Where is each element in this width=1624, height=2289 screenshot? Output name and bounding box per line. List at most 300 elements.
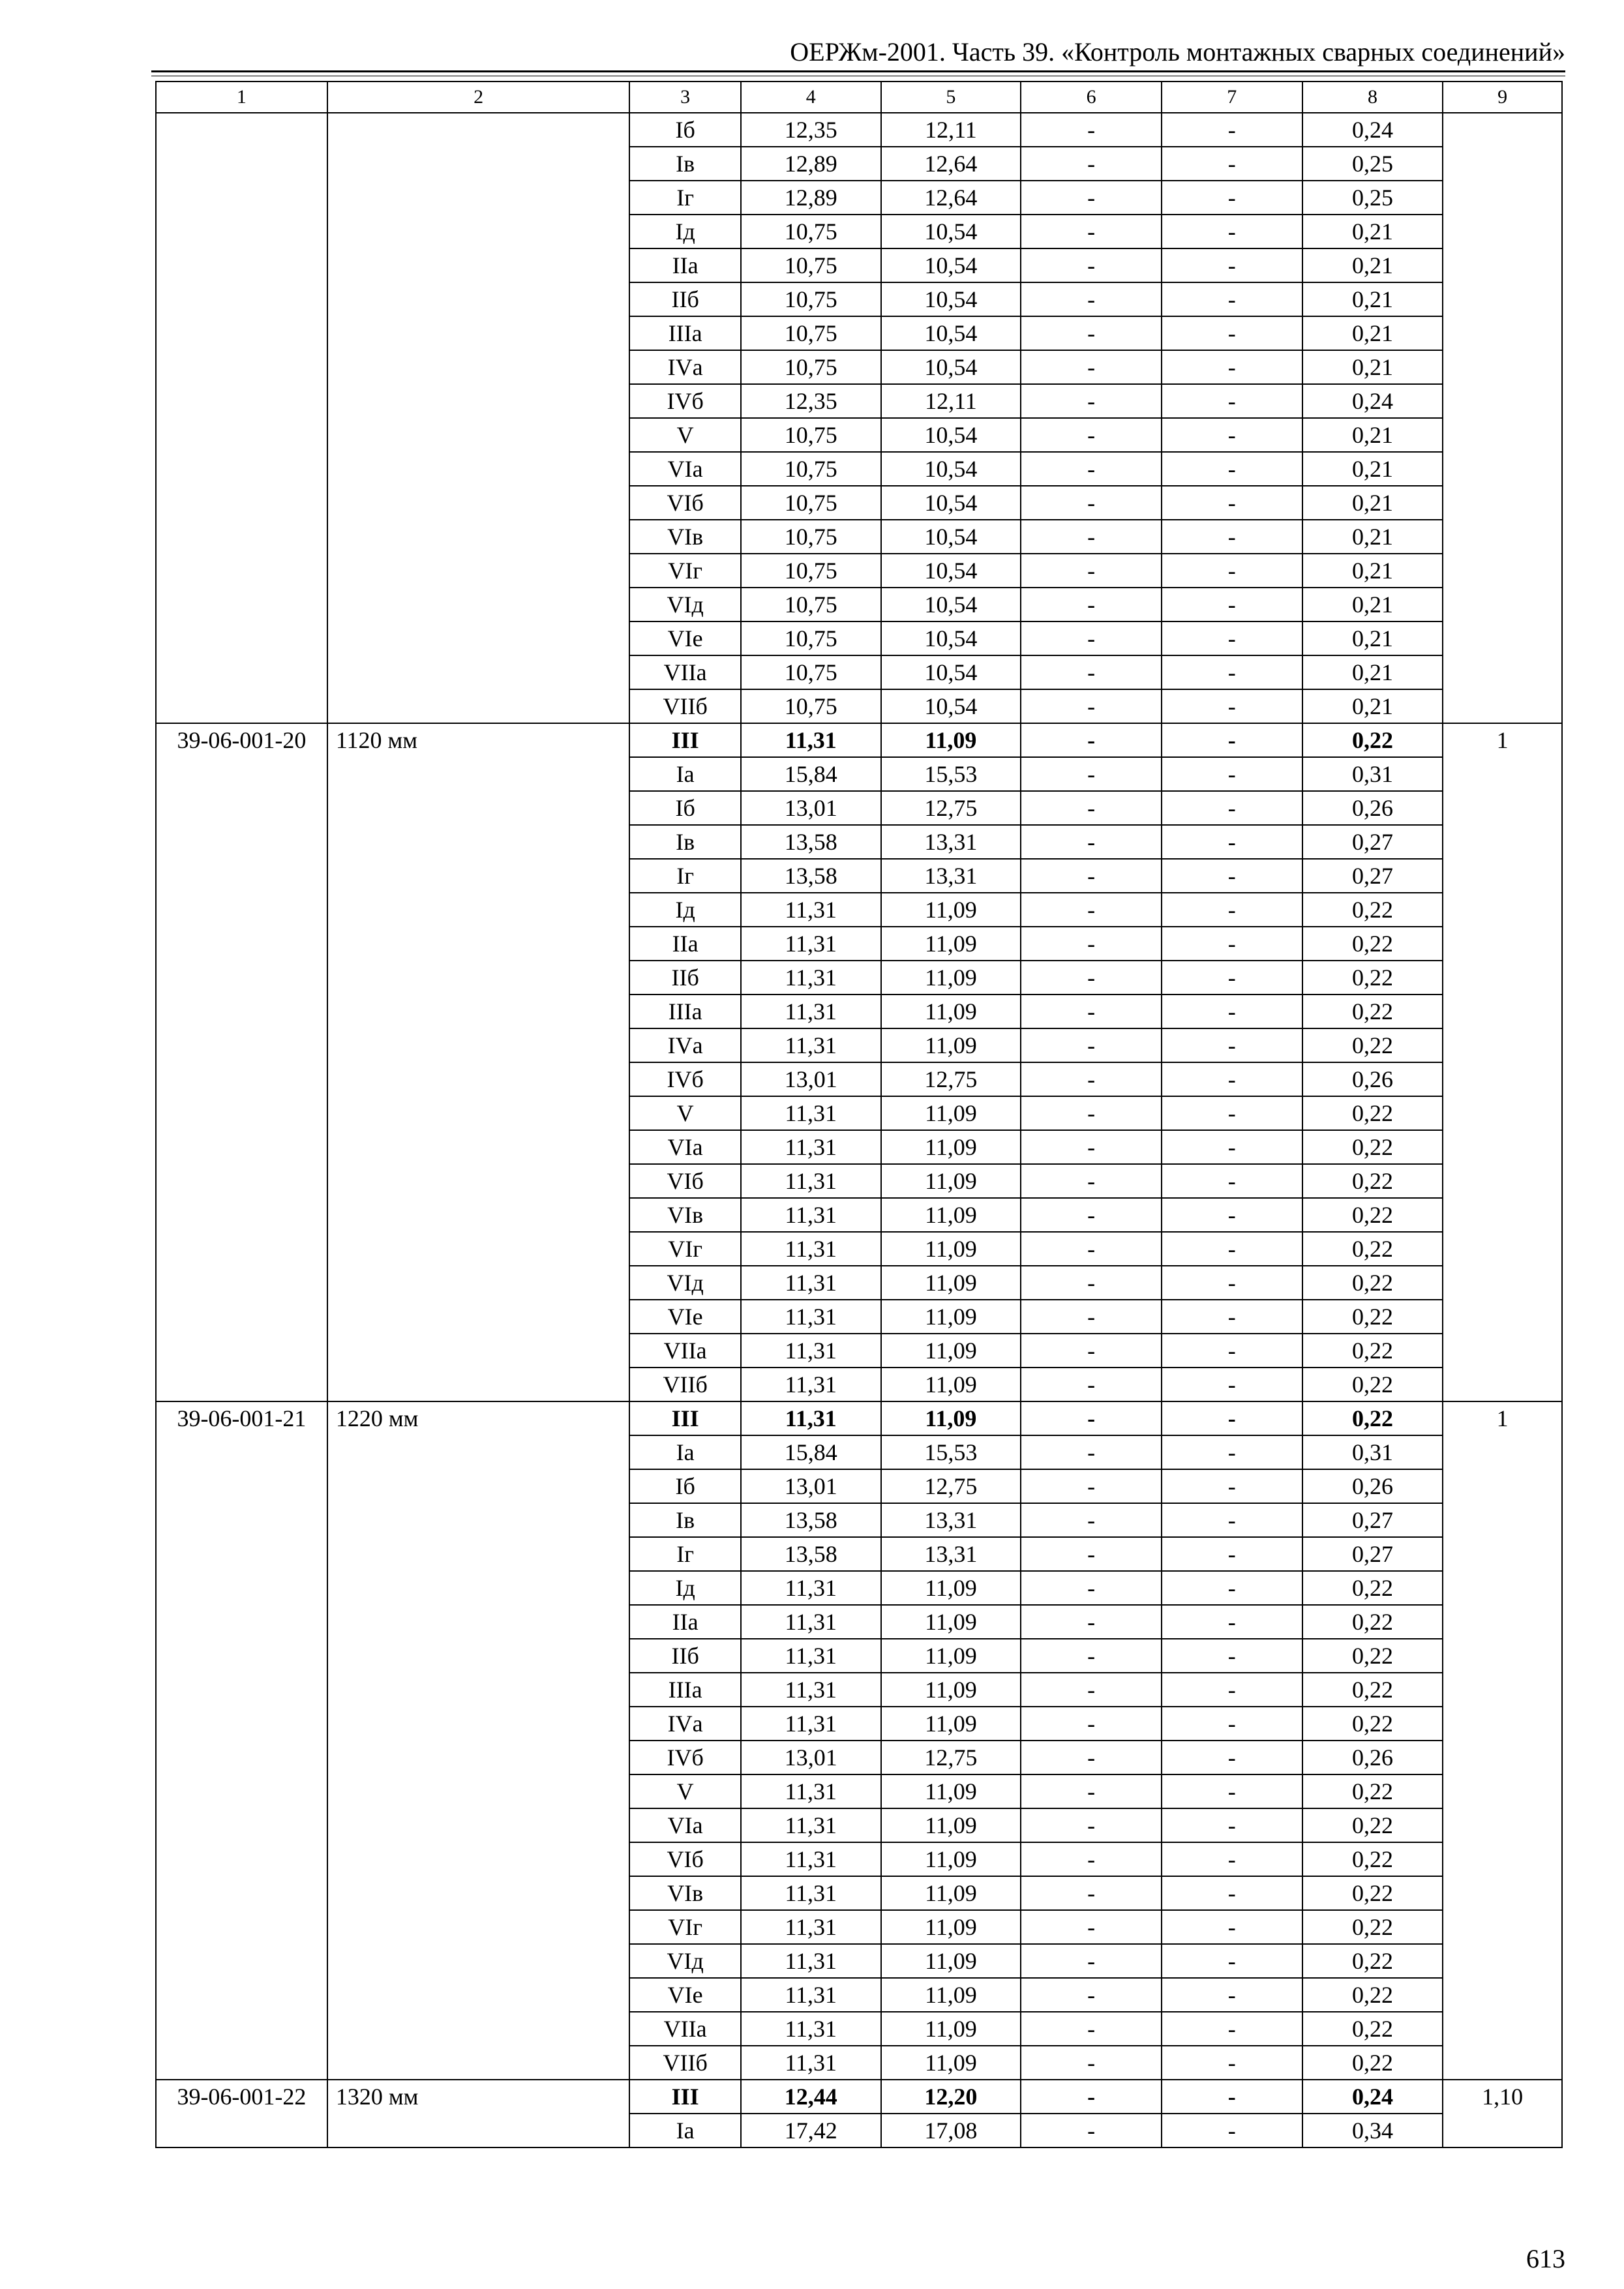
cell-col8: 0,26 [1302,791,1443,825]
cell-col8: 0,22 [1302,1808,1443,1842]
cell-col4: 11,31 [741,2046,881,2080]
cell-col4: 15,84 [741,757,881,791]
cell-col4: 10,75 [741,554,881,588]
coefficient-cell: 1 [1443,723,1562,1401]
cell-col6: - [1021,1334,1162,1368]
cell-col7: - [1162,248,1302,282]
cell-col4: 11,31 [741,1673,881,1707]
cell-col8: 0,22 [1302,1944,1443,1978]
cell-col6: - [1021,1639,1162,1673]
cell-col4: 10,75 [741,282,881,316]
cell-col4: 11,31 [741,1164,881,1198]
column-number-3: 3 [629,82,741,113]
cell-col4: 13,01 [741,791,881,825]
cell-category: VIг [629,554,741,588]
pipe-size-cell: 1120 мм [327,723,630,1401]
cell-col4: 12,89 [741,181,881,215]
cell-col7: - [1162,1334,1302,1368]
cell-col5: 10,54 [881,282,1021,316]
cell-col7: - [1162,147,1302,181]
cell-category: VIд [629,588,741,621]
cell-col5: 12,64 [881,181,1021,215]
cell-col8: 0,21 [1302,452,1443,486]
cell-col8: 0,22 [1302,1842,1443,1876]
cell-col7: - [1162,1741,1302,1774]
cell-category: VIе [629,621,741,655]
cell-col8: 0,22 [1302,723,1443,757]
cell-col4: 12,35 [741,384,881,418]
column-number-5: 5 [881,82,1021,113]
cell-col5: 11,09 [881,1198,1021,1232]
cell-col8: 0,25 [1302,147,1443,181]
cell-col5: 12,20 [881,2080,1021,2114]
cell-col7: - [1162,282,1302,316]
cell-col7: - [1162,1503,1302,1537]
cell-col4: 13,58 [741,1503,881,1537]
cell-col8: 0,21 [1302,554,1443,588]
cell-col5: 11,09 [881,2012,1021,2046]
cell-col6: - [1021,1741,1162,1774]
cell-category: III [629,2080,741,2114]
cell-col4: 11,31 [741,1334,881,1368]
cell-category: III [629,723,741,757]
coefficient-cell: 1,10 [1443,2080,1562,2147]
cell-col7: - [1162,859,1302,893]
cell-col8: 0,25 [1302,181,1443,215]
cell-col7: - [1162,418,1302,452]
cell-col5: 11,09 [881,995,1021,1028]
coefficient-cell: 1 [1443,1401,1562,2080]
cell-col7: - [1162,689,1302,723]
cell-col5: 10,54 [881,554,1021,588]
cell-col7: - [1162,1774,1302,1808]
cell-col4: 11,31 [741,1876,881,1910]
cell-col5: 11,09 [881,1673,1021,1707]
cell-col8: 0,21 [1302,215,1443,248]
cell-category: VIIа [629,655,741,689]
cell-col7: - [1162,215,1302,248]
cell-col5: 11,09 [881,1130,1021,1164]
cell-col8: 0,27 [1302,1537,1443,1571]
cell-col5: 11,09 [881,1707,1021,1741]
cell-col6: - [1021,1401,1162,1435]
page-header-title: ОЕРЖм-2001. Часть 39. «Контроль монтажных сварных соединений» [790,37,1565,67]
cell-col8: 0,21 [1302,588,1443,621]
cell-col4: 13,01 [741,1062,881,1096]
cell-col7: - [1162,1571,1302,1605]
cell-col7: - [1162,350,1302,384]
cell-col4: 10,75 [741,588,881,621]
cell-col4: 11,31 [741,1198,881,1232]
cell-col6: - [1021,1571,1162,1605]
column-number-8: 8 [1302,82,1443,113]
cell-col4: 13,58 [741,1537,881,1571]
cell-col5: 11,09 [881,1639,1021,1673]
cell-col4: 11,31 [741,893,881,927]
cell-col5: 10,54 [881,621,1021,655]
cell-category: VIв [629,1198,741,1232]
cell-col6: - [1021,927,1162,961]
cell-col7: - [1162,893,1302,927]
cell-col7: - [1162,1435,1302,1469]
cell-col7: - [1162,621,1302,655]
header-rule-thick [151,70,1565,72]
cell-col8: 0,21 [1302,655,1443,689]
cell-col6: - [1021,215,1162,248]
column-number-2: 2 [327,82,630,113]
cell-category: IVа [629,1028,741,1062]
cell-col5: 11,09 [881,927,1021,961]
cell-col8: 0,34 [1302,2114,1443,2147]
cell-col5: 13,31 [881,859,1021,893]
cell-col5: 11,09 [881,1876,1021,1910]
cell-col4: 17,42 [741,2114,881,2147]
cell-col8: 0,22 [1302,1130,1443,1164]
cell-col8: 0,24 [1302,2080,1443,2114]
cell-category: IVа [629,350,741,384]
cell-col7: - [1162,452,1302,486]
cell-col5: 12,75 [881,1469,1021,1503]
cell-col6: - [1021,1876,1162,1910]
cell-col6: - [1021,1503,1162,1537]
cell-category: VIа [629,452,741,486]
cell-col5: 11,09 [881,1978,1021,2012]
cell-col7: - [1162,791,1302,825]
cell-category: IIIа [629,995,741,1028]
cell-col5: 11,09 [881,1808,1021,1842]
cell-col7: - [1162,588,1302,621]
cell-col6: - [1021,147,1162,181]
cell-col5: 11,09 [881,1266,1021,1300]
cell-col8: 0,22 [1302,1605,1443,1639]
cell-col6: - [1021,689,1162,723]
cell-col7: - [1162,1808,1302,1842]
cell-col8: 0,22 [1302,1910,1443,1944]
cell-category: VIе [629,1300,741,1334]
cell-category: VIе [629,1978,741,2012]
cell-col7: - [1162,1876,1302,1910]
cell-col6: - [1021,893,1162,927]
cell-category: Iа [629,1435,741,1469]
cell-col5: 10,54 [881,350,1021,384]
cell-col4: 11,31 [741,961,881,995]
cell-col5: 10,54 [881,520,1021,554]
cell-col8: 0,22 [1302,1673,1443,1707]
cell-col7: - [1162,1266,1302,1300]
cell-col8: 0,22 [1302,1368,1443,1401]
cell-category: VIб [629,1842,741,1876]
cell-col6: - [1021,588,1162,621]
cell-col5: 11,09 [881,1401,1021,1435]
cell-col4: 11,31 [741,723,881,757]
cell-col5: 11,09 [881,1300,1021,1334]
cell-col4: 11,31 [741,1910,881,1944]
cell-col5: 10,54 [881,689,1021,723]
cell-col5: 11,09 [881,961,1021,995]
cell-col5: 10,54 [881,452,1021,486]
cell-col8: 0,22 [1302,1639,1443,1673]
cell-col5: 11,09 [881,1334,1021,1368]
cell-category: V [629,1096,741,1130]
cell-col5: 11,09 [881,1232,1021,1266]
cell-col6: - [1021,655,1162,689]
cell-col6: - [1021,1707,1162,1741]
cell-category: VIIа [629,2012,741,2046]
cell-col8: 0,24 [1302,384,1443,418]
cell-col6: - [1021,2080,1162,2114]
cell-col6: - [1021,1774,1162,1808]
cell-col7: - [1162,1232,1302,1266]
table-row [156,113,1562,147]
table-row [156,723,1562,757]
rate-code-cell: 39-06-001-22 [156,2080,327,2147]
cell-col7: - [1162,316,1302,350]
cell-col6: - [1021,1368,1162,1401]
cell-category: Iд [629,893,741,927]
cell-category: IIб [629,282,741,316]
cell-col4: 15,84 [741,1435,881,1469]
cell-category: VIIб [629,689,741,723]
cell-col6: - [1021,1096,1162,1130]
cell-col6: - [1021,1537,1162,1571]
cell-col7: - [1162,1944,1302,1978]
cell-col5: 12,75 [881,1741,1021,1774]
cell-col6: - [1021,1130,1162,1164]
cell-col6: - [1021,1978,1162,2012]
cell-col7: - [1162,1198,1302,1232]
cell-col6: - [1021,1300,1162,1334]
cell-col8: 0,21 [1302,248,1443,282]
table-body [156,82,1562,2147]
cell-col4: 11,31 [741,1978,881,2012]
cell-category: Iа [629,2114,741,2147]
cell-col7: - [1162,384,1302,418]
cell-col8: 0,21 [1302,621,1443,655]
cell-col7: - [1162,961,1302,995]
cell-category: VIа [629,1808,741,1842]
cell-col7: - [1162,1910,1302,1944]
cell-category: Iв [629,1503,741,1537]
cell-category: Iб [629,791,741,825]
cell-col7: - [1162,1368,1302,1401]
column-number-7: 7 [1162,82,1302,113]
cell-col7: - [1162,825,1302,859]
cell-col6: - [1021,2114,1162,2147]
cell-col8: 0,22 [1302,1232,1443,1266]
table-row [156,2080,1562,2114]
pipe-size-cell: 1320 мм [327,2080,630,2147]
cell-col8: 0,22 [1302,1164,1443,1198]
cell-category: VIIб [629,2046,741,2080]
cell-category: VIг [629,1232,741,1266]
cell-col4: 10,75 [741,248,881,282]
column-number-6: 6 [1021,82,1162,113]
cell-col7: - [1162,113,1302,147]
cell-col5: 11,09 [881,1605,1021,1639]
cell-category: IIIа [629,316,741,350]
cell-col7: - [1162,1096,1302,1130]
cell-col6: - [1021,1198,1162,1232]
cell-col8: 0,22 [1302,961,1443,995]
cell-col4: 13,58 [741,825,881,859]
cell-col5: 11,09 [881,1164,1021,1198]
cell-col7: - [1162,1639,1302,1673]
cell-category: IVа [629,1707,741,1741]
cell-col4: 10,75 [741,486,881,520]
pipe-size-cell [327,113,630,723]
cell-col4: 11,31 [741,1300,881,1334]
cell-category: V [629,418,741,452]
coefficient-cell [1443,113,1562,723]
cell-col7: - [1162,1842,1302,1876]
cell-col4: 10,75 [741,215,881,248]
cell-col4: 11,31 [741,1707,881,1741]
cell-col4: 10,75 [741,689,881,723]
cell-col5: 15,53 [881,757,1021,791]
cell-category: IIIа [629,1673,741,1707]
cell-col5: 17,08 [881,2114,1021,2147]
cell-category: VIIа [629,1334,741,1368]
cell-col7: - [1162,554,1302,588]
cell-col5: 11,09 [881,1368,1021,1401]
cell-col8: 0,21 [1302,486,1443,520]
cell-col8: 0,26 [1302,1469,1443,1503]
cell-col5: 12,11 [881,113,1021,147]
cell-category: V [629,1774,741,1808]
cell-col6: - [1021,791,1162,825]
cell-col5: 12,75 [881,1062,1021,1096]
cell-col4: 10,75 [741,316,881,350]
cell-col4: 10,75 [741,655,881,689]
cell-col6: - [1021,621,1162,655]
cell-col4: 11,31 [741,1130,881,1164]
rate-code-cell: 39-06-001-21 [156,1401,327,2080]
cell-col6: - [1021,554,1162,588]
cell-col6: - [1021,859,1162,893]
cell-col4: 10,75 [741,350,881,384]
cell-col5: 12,75 [881,791,1021,825]
cell-col4: 12,89 [741,147,881,181]
cell-category: Iа [629,757,741,791]
cell-col4: 13,58 [741,859,881,893]
cell-col5: 11,09 [881,1571,1021,1605]
cell-col5: 11,09 [881,1774,1021,1808]
cell-col6: - [1021,995,1162,1028]
cell-category: VIб [629,486,741,520]
cell-col7: - [1162,181,1302,215]
cell-col8: 0,21 [1302,350,1443,384]
cell-col7: - [1162,1130,1302,1164]
cell-col5: 10,54 [881,418,1021,452]
cell-col7: - [1162,2012,1302,2046]
cell-col8: 0,21 [1302,418,1443,452]
cell-category: VIв [629,520,741,554]
cell-category: IIб [629,961,741,995]
cell-col8: 0,27 [1302,859,1443,893]
cell-col8: 0,22 [1302,1571,1443,1605]
cell-col8: 0,27 [1302,825,1443,859]
cell-col7: - [1162,1978,1302,2012]
cell-col5: 12,64 [881,147,1021,181]
cell-col8: 0,22 [1302,1198,1443,1232]
cell-col5: 11,09 [881,1028,1021,1062]
cell-col4: 11,31 [741,1605,881,1639]
cell-col7: - [1162,723,1302,757]
cell-col8: 0,31 [1302,757,1443,791]
cell-col6: - [1021,1266,1162,1300]
cell-col5: 11,09 [881,1944,1021,1978]
cell-col6: - [1021,486,1162,520]
cell-col8: 0,22 [1302,2046,1443,2080]
cell-col6: - [1021,1605,1162,1639]
cell-col5: 11,09 [881,1910,1021,1944]
cell-category: VIа [629,1130,741,1164]
cell-col6: - [1021,1944,1162,1978]
cell-col5: 12,11 [881,384,1021,418]
cell-col7: - [1162,1605,1302,1639]
cell-col8: 0,31 [1302,1435,1443,1469]
cell-col5: 10,54 [881,248,1021,282]
cell-col6: - [1021,1469,1162,1503]
cell-category: Iг [629,181,741,215]
column-number-9: 9 [1443,82,1562,113]
cell-category: Iг [629,1537,741,1571]
cell-col5: 10,54 [881,655,1021,689]
cell-col8: 0,24 [1302,113,1443,147]
cell-col8: 0,22 [1302,1266,1443,1300]
cell-col4: 11,31 [741,1266,881,1300]
cell-col4: 12,35 [741,113,881,147]
cell-col6: - [1021,1808,1162,1842]
cell-col5: 11,09 [881,1096,1021,1130]
cell-col8: 0,22 [1302,927,1443,961]
cell-col6: - [1021,113,1162,147]
cell-col6: - [1021,181,1162,215]
cell-col4: 11,31 [741,1401,881,1435]
cell-category: VIд [629,1944,741,1978]
cell-col6: - [1021,1910,1162,1944]
cell-category: IIа [629,248,741,282]
rates-table [155,81,1563,2148]
cell-col7: - [1162,927,1302,961]
cell-col5: 15,53 [881,1435,1021,1469]
cell-col8: 0,22 [1302,1334,1443,1368]
rate-code-cell [156,113,327,723]
cell-col4: 11,31 [741,1842,881,1876]
cell-col6: - [1021,316,1162,350]
cell-col5: 10,54 [881,316,1021,350]
cell-col8: 0,22 [1302,1096,1443,1130]
cell-col8: 0,26 [1302,1741,1443,1774]
cell-col4: 11,31 [741,2012,881,2046]
cell-col8: 0,22 [1302,1401,1443,1435]
cell-category: Iд [629,1571,741,1605]
cell-col4: 11,31 [741,1028,881,1062]
cell-col6: - [1021,825,1162,859]
cell-col7: - [1162,1673,1302,1707]
cell-col8: 0,22 [1302,1707,1443,1741]
cell-col4: 10,75 [741,520,881,554]
cell-col8: 0,21 [1302,282,1443,316]
page-number: 613 [1526,2244,1565,2273]
cell-col4: 11,31 [741,1232,881,1266]
cell-col7: - [1162,486,1302,520]
rate-code-cell: 39-06-001-20 [156,723,327,1401]
cell-col5: 10,54 [881,588,1021,621]
cell-col7: - [1162,1707,1302,1741]
cell-category: Iг [629,859,741,893]
cell-col8: 0,21 [1302,689,1443,723]
